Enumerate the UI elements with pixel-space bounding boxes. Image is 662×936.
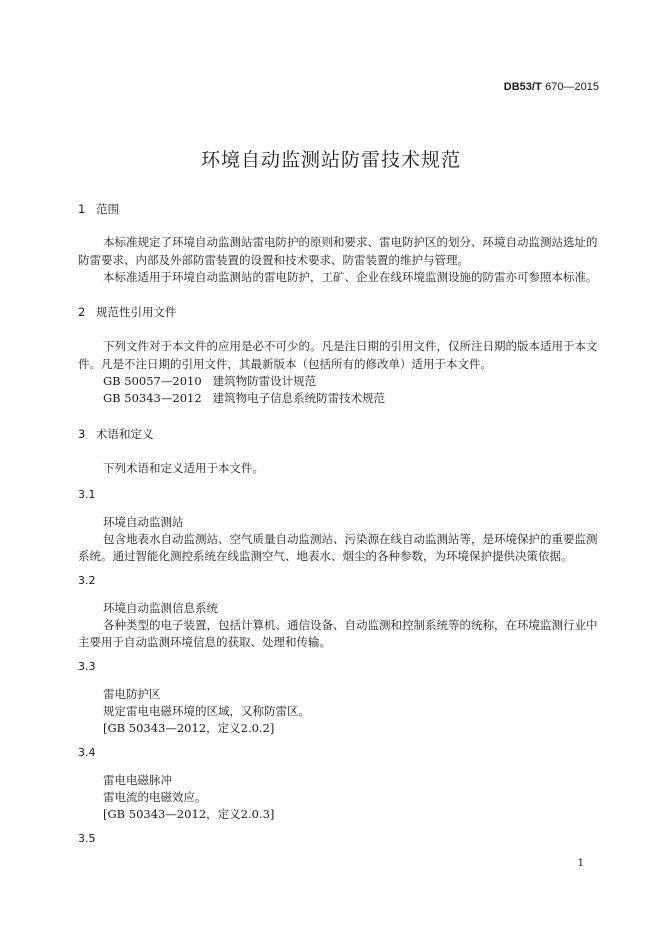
section-3-heading (78, 426, 154, 442)
term-definition-line: 雷电流的电磁效应。 (103, 790, 207, 804)
term-definition-line: 主要用于自动监测环境信息的获取、处理和传输。 (78, 635, 331, 649)
term-name: 环境自动监测站 (103, 515, 184, 529)
term-definition-line: 系统。通过智能化测控系统在线监测空气、地表水、烟尘的各种参数，为环境保护提供决策依据。 (78, 549, 573, 563)
clause-number: 3.3 (78, 660, 96, 673)
clause-number: 3.1 (78, 488, 96, 501)
clause-number: 3.5 (78, 832, 96, 845)
section-1-p1-line2: 防雷要求、内部及外部防雷装置的设置和技术要求、防雷装置的维护与管理。 (78, 253, 469, 267)
document-title: 环境自动监测站防雷技术规范 (200, 149, 461, 171)
reference-item (103, 373, 316, 389)
term-definition-line: 包含地表水自动监测站、空气质量自动监测站、污染源在线自动监测站等，是环境保护的重要监测 (103, 532, 598, 546)
section-3-p1-line1: 下列术语和定义适用于本文件。 (103, 461, 264, 475)
reference-code: GB 50343—2012 (103, 391, 202, 405)
section-1-p1-line1: 本标准规定了环境自动监测站雷电防护的原则和要求、雷电防护区的划分、环境自动监测站选址的 (103, 235, 598, 249)
standard-number: 670—2015 (545, 81, 599, 93)
term-name: 环境自动监测信息系统 (103, 601, 218, 615)
section-title: 范围 (96, 202, 119, 216)
term-definition-line: 规定雷电电磁环境的区域，又称防雷区。 (103, 704, 310, 718)
reference-code: GB 50057—2010 (103, 374, 202, 388)
term-source: [GB 50343—2012，定义2.0.3] (103, 807, 275, 821)
section-number: 1 (78, 202, 86, 216)
section-title: 术语和定义 (96, 427, 154, 441)
section-1-heading (78, 201, 119, 217)
clause-number: 3.2 (78, 574, 96, 587)
section-2-heading (78, 304, 177, 320)
term-definition-line: 各种类型的电子装置，包括计算机、通信设备、自动监测和控制系统等的统称，在环境监测行业中 (103, 618, 598, 632)
section-title: 规范性引用文件 (96, 305, 177, 319)
page-number: 1 (577, 858, 584, 869)
standard-code: DB53/T (503, 81, 542, 93)
standard-identifier (504, 80, 599, 93)
reference-name: 建筑物防雷设计规范 (212, 374, 317, 388)
clause-number: 3.4 (78, 746, 96, 759)
section-2-p1-line2: 件。凡是不注日期的引用文件，其最新版本（包括所有的修改单）适用于本文件。 (78, 357, 492, 371)
reference-name: 建筑物电子信息系统防雷技术规范 (212, 391, 386, 405)
term-name: 雷电防护区 (103, 687, 161, 701)
section-number: 2 (78, 305, 86, 319)
section-number: 3 (78, 427, 86, 441)
reference-item (103, 390, 385, 406)
term-name: 雷电电磁脉冲 (103, 773, 172, 787)
section-1-p2-line1: 本标准适用于环境自动监测站的雷电防护，工矿、企业在线环境监测设施的防雷亦可参照本标准。 (103, 270, 598, 284)
term-source: [GB 50343—2012，定义2.0.2] (103, 721, 275, 735)
section-2-p1-line1: 下列文件对于本文件的应用是必不可少的。凡是注日期的引用文件，仅所注日期的版本适用于本文 (103, 339, 598, 353)
